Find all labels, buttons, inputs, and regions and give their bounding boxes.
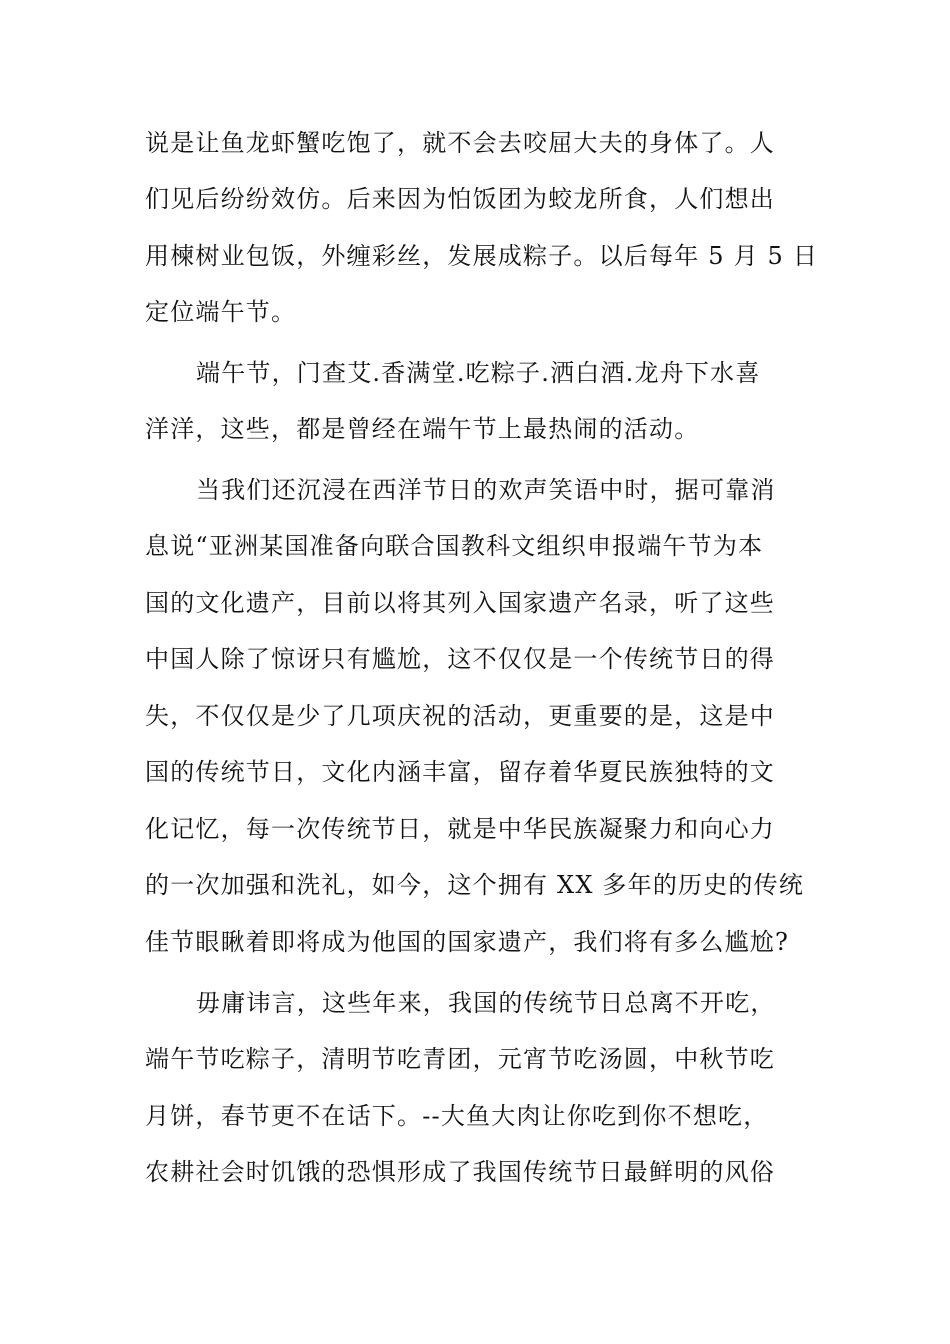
text-line: 洋洋，这些，都是曾经在端午节上最热闹的活动。 (145, 415, 700, 443)
text-line: 端午节吃粽子，清明节吃青团，元宵节吃汤圆，中秋节吃 (145, 1045, 775, 1073)
text-line: 化记忆，每一次传统节日，就是中华民族凝聚力和向心力 (145, 815, 775, 843)
text-line: 佳节眼瞅着即将成为他国的国家遗产，我们将有多么尴尬? (145, 928, 790, 956)
text-line: 的一次加强和洗礼，如今，这个拥有 XX 多年的历史的传统 (145, 871, 805, 899)
paragraph-first-line: 毋庸讳言，这些年来，我国的传统节日总离不开吃， (196, 989, 776, 1017)
text-line: 国的传统节日，文化内涵丰富，留存着华夏民族独特的文 (145, 758, 775, 786)
text-line: 中国人除了惊讶只有尴尬，这不仅仅是一个传统节日的得 (145, 645, 775, 673)
text-line: 农耕社会时饥饿的恐惧形成了我国传统节日最鲜明的风俗 (145, 1158, 775, 1186)
paragraph-first-line: 端午节，门查艾.香满堂.吃粽子.洒白酒.龙舟下水喜 (196, 359, 761, 387)
paragraph-first-line: 当我们还沉浸在西洋节日的欢声笑语中时，据可靠消 (196, 476, 776, 504)
text-line: 月饼，春节更不在话下。--大鱼大肉让你吃到你不想吃， (145, 1102, 769, 1130)
text-line: 定位端午节。 (145, 298, 297, 326)
text-line: 用楝树业包饭，外缠彩丝，发展成粽子。以后每年 5 月 5 日 (145, 242, 819, 270)
text-line: 息说“亚洲某国准备向联合国教科文组织申报端午节为本 (145, 532, 764, 560)
text-line: 说是让鱼龙虾蟹吃饱了，就不会去咬屈大夫的身体了。人 (145, 129, 775, 157)
text-line: 国的文化遗产，目前以将其列入国家遗产名录，听了这些 (145, 589, 775, 617)
text-line: 失，不仅仅是少了几项庆祝的活动，更重要的是，这是中 (145, 702, 775, 730)
text-line: 们见后纷纷效仿。后来因为怕饭团为蛟龙所食，人们想出 (145, 185, 775, 213)
